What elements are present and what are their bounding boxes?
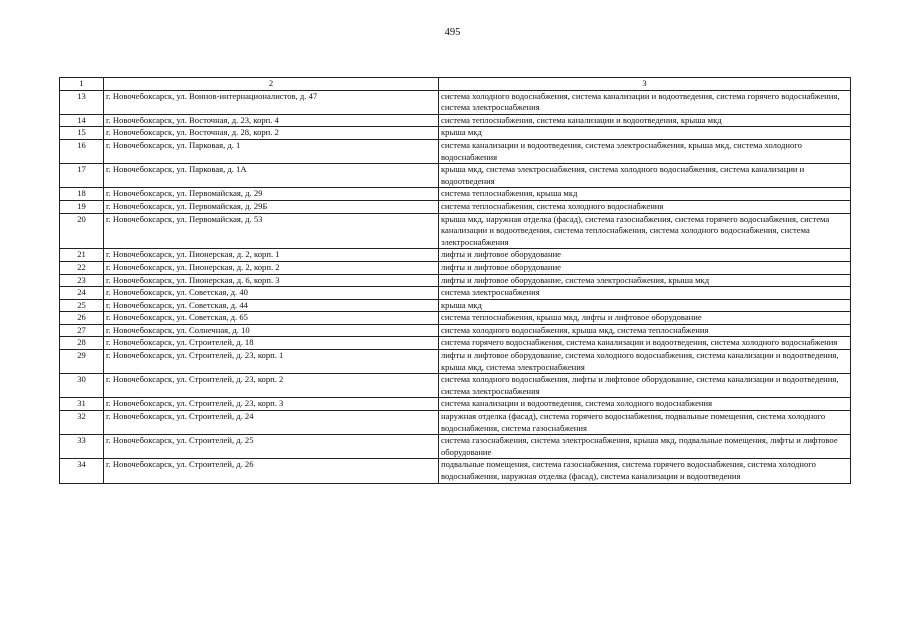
works-cell: крыша мкд, наружная отделка (фасад), система газоснабжения, система горячего водоснабжения, система канализации и водоотведения, система теплоснабжения, система холодного водоснабжения, система электроснабжения: [439, 213, 851, 249]
table-row: [60, 312, 851, 325]
address-cell: г. Новочебоксарск, ул. Пионерская, д. 6, корп. 3: [104, 274, 439, 287]
header-col-3: 3: [439, 78, 851, 91]
row-number-cell: 26: [60, 312, 104, 325]
row-number-cell: 15: [60, 127, 104, 140]
table-row: [60, 200, 851, 213]
table-row: [60, 299, 851, 312]
table-row: [60, 249, 851, 262]
works-cell: система холодного водоснабжения, лифты и лифтовое оборудование, система канализации и водоотведения, система электроснабжения: [439, 374, 851, 398]
row-number-cell: 30: [60, 374, 104, 398]
address-cell: г. Новочебоксарск, ул. Пионерская, д. 2, корп. 2: [104, 261, 439, 274]
works-cell: система канализации и водоотведения, система холодного водоснабжения: [439, 398, 851, 411]
address-cell: г. Новочебоксарск, ул. Строителей, д. 18: [104, 337, 439, 350]
row-number-cell: 13: [60, 90, 104, 114]
works-cell: система газоснабжения, система электроснабжения, крыша мкд, подвальные помещения, лифты и лифтовое оборудование: [439, 435, 851, 459]
works-cell: крыша мкд, система электроснабжения, система холодного водоснабжения, система канализации и водоотведения: [439, 164, 851, 188]
table-row: [60, 90, 851, 114]
header-col-1: 1: [60, 78, 104, 91]
row-number-cell: 29: [60, 350, 104, 374]
address-cell: г. Новочебоксарск, ул. Восточная, д. 23, корп. 4: [104, 114, 439, 127]
works-cell: лифты и лифтовое оборудование: [439, 261, 851, 274]
address-cell: г. Новочебоксарск, ул. Пионерская, д. 2, корп. 1: [104, 249, 439, 262]
table-row: [60, 350, 851, 374]
row-number-cell: 14: [60, 114, 104, 127]
row-number-cell: 22: [60, 261, 104, 274]
table-row: [60, 114, 851, 127]
row-number-cell: 34: [60, 459, 104, 483]
row-number-cell: 19: [60, 200, 104, 213]
works-cell: система теплоснабжения, система холодного водоснабжения: [439, 200, 851, 213]
address-cell: г. Новочебоксарск, ул. Строителей, д. 24: [104, 411, 439, 435]
address-cell: г. Новочебоксарск, ул. Парковая, д. 1: [104, 139, 439, 163]
works-cell: система канализации и водоотведения, система электроснабжения, крыша мкд, система холодного водоснабжения: [439, 139, 851, 163]
works-cell: система электроснабжения: [439, 287, 851, 300]
works-cell: система холодного водоснабжения, система канализации и водоотведения, система горячего водоснабжения, система электроснабжения: [439, 90, 851, 114]
table-row: [60, 374, 851, 398]
address-cell: г. Новочебоксарск, ул. Солнечная, д. 10: [104, 324, 439, 337]
table-row: [60, 127, 851, 140]
row-number-cell: 27: [60, 324, 104, 337]
address-cell: г. Новочебоксарск, ул. Советская, д. 44: [104, 299, 439, 312]
row-number-cell: 31: [60, 398, 104, 411]
works-cell: система теплоснабжения, крыша мкд, лифты и лифтовое оборудование: [439, 312, 851, 325]
table-row: [60, 188, 851, 201]
address-cell: г. Новочебоксарск, ул. Первомайская, д. 53: [104, 213, 439, 249]
row-number-cell: 20: [60, 213, 104, 249]
works-cell: система горячего водоснабжения, система канализации и водоотведения, система холодного водоснабжения: [439, 337, 851, 350]
works-cell: система холодного водоснабжения, крыша мкд, система теплоснабжения: [439, 324, 851, 337]
table-row: [60, 261, 851, 274]
row-number-cell: 24: [60, 287, 104, 300]
works-cell: лифты и лифтовое оборудование, система холодного водоснабжения, система канализации и водоотведения, крыша мкд, система электроснабжения: [439, 350, 851, 374]
table-row: [60, 435, 851, 459]
row-number-cell: 17: [60, 164, 104, 188]
works-cell: лифты и лифтовое оборудование: [439, 249, 851, 262]
works-cell: крыша мкд: [439, 127, 851, 140]
works-cell: крыша мкд: [439, 299, 851, 312]
address-cell: г. Новочебоксарск, ул. Восточная, д. 28, корп. 2: [104, 127, 439, 140]
address-cell: г. Новочебоксарск, ул. Первомайская, д. 29: [104, 188, 439, 201]
address-cell: г. Новочебоксарск, ул. Первомайская, д. 29Б: [104, 200, 439, 213]
page-number: 495: [444, 27, 461, 38]
address-cell: г. Новочебоксарск, ул. Советская, д. 40: [104, 287, 439, 300]
row-number-cell: 18: [60, 188, 104, 201]
address-cell: г. Новочебоксарск, ул. Советская, д. 65: [104, 312, 439, 325]
address-cell: г. Новочебоксарск, ул. Строителей, д. 25: [104, 435, 439, 459]
table-body: [60, 78, 851, 484]
table-row: [60, 164, 851, 188]
address-cell: г. Новочебоксарск, ул. Строителей, д. 26: [104, 459, 439, 483]
table-row: [60, 287, 851, 300]
row-number-cell: 16: [60, 139, 104, 163]
header-col-2: 2: [104, 78, 439, 91]
address-cell: г. Новочебоксарск, ул. Воинов-интернационалистов, д. 47: [104, 90, 439, 114]
row-number-cell: 25: [60, 299, 104, 312]
table-row: [60, 213, 851, 249]
row-number-cell: 33: [60, 435, 104, 459]
repair-works-table: [59, 77, 851, 484]
works-cell: подвальные помещения, система газоснабжения, система горячего водоснабжения, система холодного водоснабжения, наружная отделка (фасад), система канализации и водоотведения: [439, 459, 851, 483]
row-number-cell: 23: [60, 274, 104, 287]
works-cell: наружная отделка (фасад), система горячего водоснабжения, подвальные помещения, система холодного водоснабжения, система газоснабжения: [439, 411, 851, 435]
address-cell: г. Новочебоксарск, ул. Строителей, д. 23, корп. 3: [104, 398, 439, 411]
table-header-row: [60, 78, 851, 91]
address-cell: г. Новочебоксарск, ул. Парковая, д. 1А: [104, 164, 439, 188]
row-number-cell: 28: [60, 337, 104, 350]
address-cell: г. Новочебоксарск, ул. Строителей, д. 23, корп. 2: [104, 374, 439, 398]
table-row: [60, 139, 851, 163]
works-cell: система теплоснабжения, крыша мкд: [439, 188, 851, 201]
table-row: [60, 411, 851, 435]
row-number-cell: 21: [60, 249, 104, 262]
works-cell: лифты и лифтовое оборудование, система электроснабжения, крыша мкд: [439, 274, 851, 287]
table-row: [60, 324, 851, 337]
table-row: [60, 274, 851, 287]
table-row: [60, 337, 851, 350]
table-row: [60, 398, 851, 411]
works-cell: система теплоснабжения, система канализации и водоотведения, крыша мкд: [439, 114, 851, 127]
table-row: [60, 459, 851, 483]
address-cell: г. Новочебоксарск, ул. Строителей, д. 23, корп. 1: [104, 350, 439, 374]
row-number-cell: 32: [60, 411, 104, 435]
